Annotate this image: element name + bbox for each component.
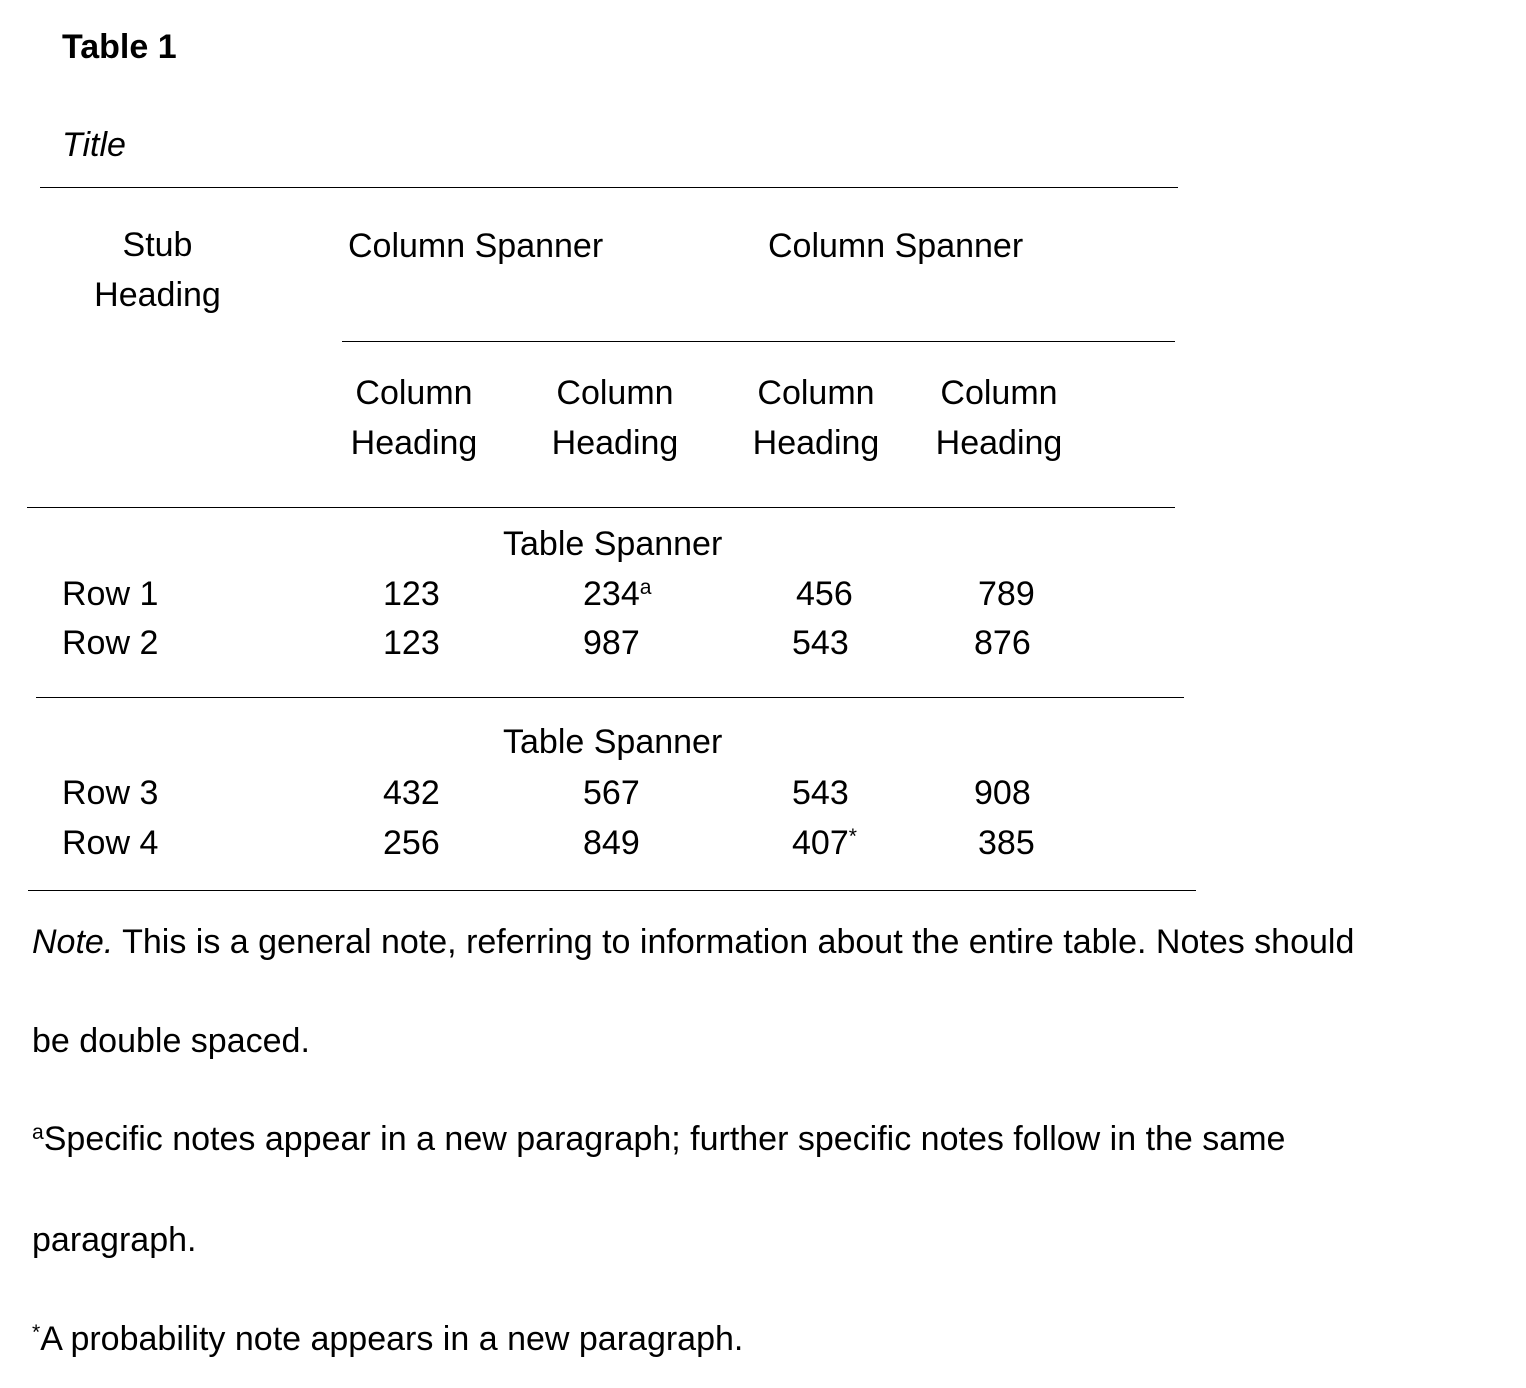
cell-value: 256 <box>383 824 440 862</box>
table-cell <box>978 577 1035 611</box>
cell-value: 456 <box>796 575 853 613</box>
cell-value: 234 <box>583 575 640 613</box>
table-cell <box>792 626 849 660</box>
bottom-rule <box>28 890 1196 891</box>
column-heading-3-line2: Heading <box>752 424 880 462</box>
column-heading-1-line1: Column <box>355 374 473 412</box>
column-heading-4-line2: Heading <box>935 424 1063 462</box>
cell-value: 543 <box>792 774 849 812</box>
column-spanner-2: Column Spanner <box>768 227 1024 265</box>
probability-note-mark: * <box>32 1321 41 1345</box>
column-heading-1-line2: Heading <box>350 424 478 462</box>
column-heading-2-line2: Heading <box>551 424 679 462</box>
table-cell <box>383 826 440 860</box>
table-number: Table 1 <box>62 28 177 66</box>
table-spanner-2: Table Spanner <box>503 723 723 761</box>
column-heading-2 <box>535 368 695 468</box>
column-heading-4-line1: Column <box>940 374 1058 412</box>
table-cell <box>583 626 640 660</box>
specific-note-mark: a <box>32 1121 44 1145</box>
cell-value: 789 <box>978 575 1035 613</box>
table-cell <box>383 626 440 660</box>
cell-value: 123 <box>383 624 440 662</box>
column-heading-2-line1: Column <box>556 374 674 412</box>
stub-heading-line1: Stub <box>122 226 193 264</box>
general-note-line1 <box>32 925 1354 959</box>
table-cell <box>978 826 1035 860</box>
note-label: Note. <box>32 923 114 961</box>
probability-note-text: A probability note appears in a new paragraph. <box>40 1320 744 1358</box>
table-cell <box>974 626 1031 660</box>
table-cell <box>792 776 849 810</box>
row-stub: Row 2 <box>62 624 159 662</box>
cell-value: 407 <box>792 824 849 862</box>
spanner-rule <box>342 341 1175 342</box>
table-spanner-1: Table Spanner <box>503 525 723 563</box>
stub-heading-line2: Heading <box>94 276 221 314</box>
column-spanner-1: Column Spanner <box>348 227 604 265</box>
cell-value: 987 <box>583 624 640 662</box>
general-note-text: This is a general note, referring to information about the entire table. Notes should <box>113 923 1355 961</box>
general-note-line2: be double spaced. <box>32 1022 310 1060</box>
specific-note-line1 <box>32 1122 1285 1156</box>
row-stub: Row 4 <box>62 824 159 862</box>
table-title: Title <box>62 126 126 164</box>
column-heading-4 <box>919 368 1079 468</box>
table-cell <box>796 577 853 611</box>
table-cell <box>383 577 440 611</box>
top-rule <box>40 187 1178 188</box>
table-cell <box>583 577 651 611</box>
table-cell <box>583 776 640 810</box>
specific-note-text: Specific notes appear in a new paragraph; further specific notes follow in the same <box>43 1120 1286 1158</box>
table-cell <box>792 826 857 860</box>
table-cell <box>974 776 1031 810</box>
cell-value: 567 <box>583 774 640 812</box>
probability-note <box>32 1322 743 1356</box>
column-heading-3 <box>736 368 896 468</box>
row-stub: Row 1 <box>62 575 159 613</box>
cell-value: 908 <box>974 774 1031 812</box>
cell-value: 385 <box>978 824 1035 862</box>
row-stub: Row 3 <box>62 774 159 812</box>
cell-value: 876 <box>974 624 1031 662</box>
note-mark-a: a <box>639 576 652 600</box>
section-rule <box>36 697 1184 698</box>
heading-rule <box>27 507 1175 508</box>
stub-heading <box>70 220 245 320</box>
cell-value: 849 <box>583 824 640 862</box>
cell-value: 123 <box>383 575 440 613</box>
specific-note-line2: paragraph. <box>32 1221 197 1259</box>
table-cell <box>583 826 640 860</box>
cell-value: 543 <box>792 624 849 662</box>
column-heading-3-line1: Column <box>757 374 875 412</box>
cell-value: 432 <box>383 774 440 812</box>
note-mark-asterisk: * <box>848 825 857 849</box>
table-cell <box>383 776 440 810</box>
column-heading-1 <box>334 368 494 468</box>
